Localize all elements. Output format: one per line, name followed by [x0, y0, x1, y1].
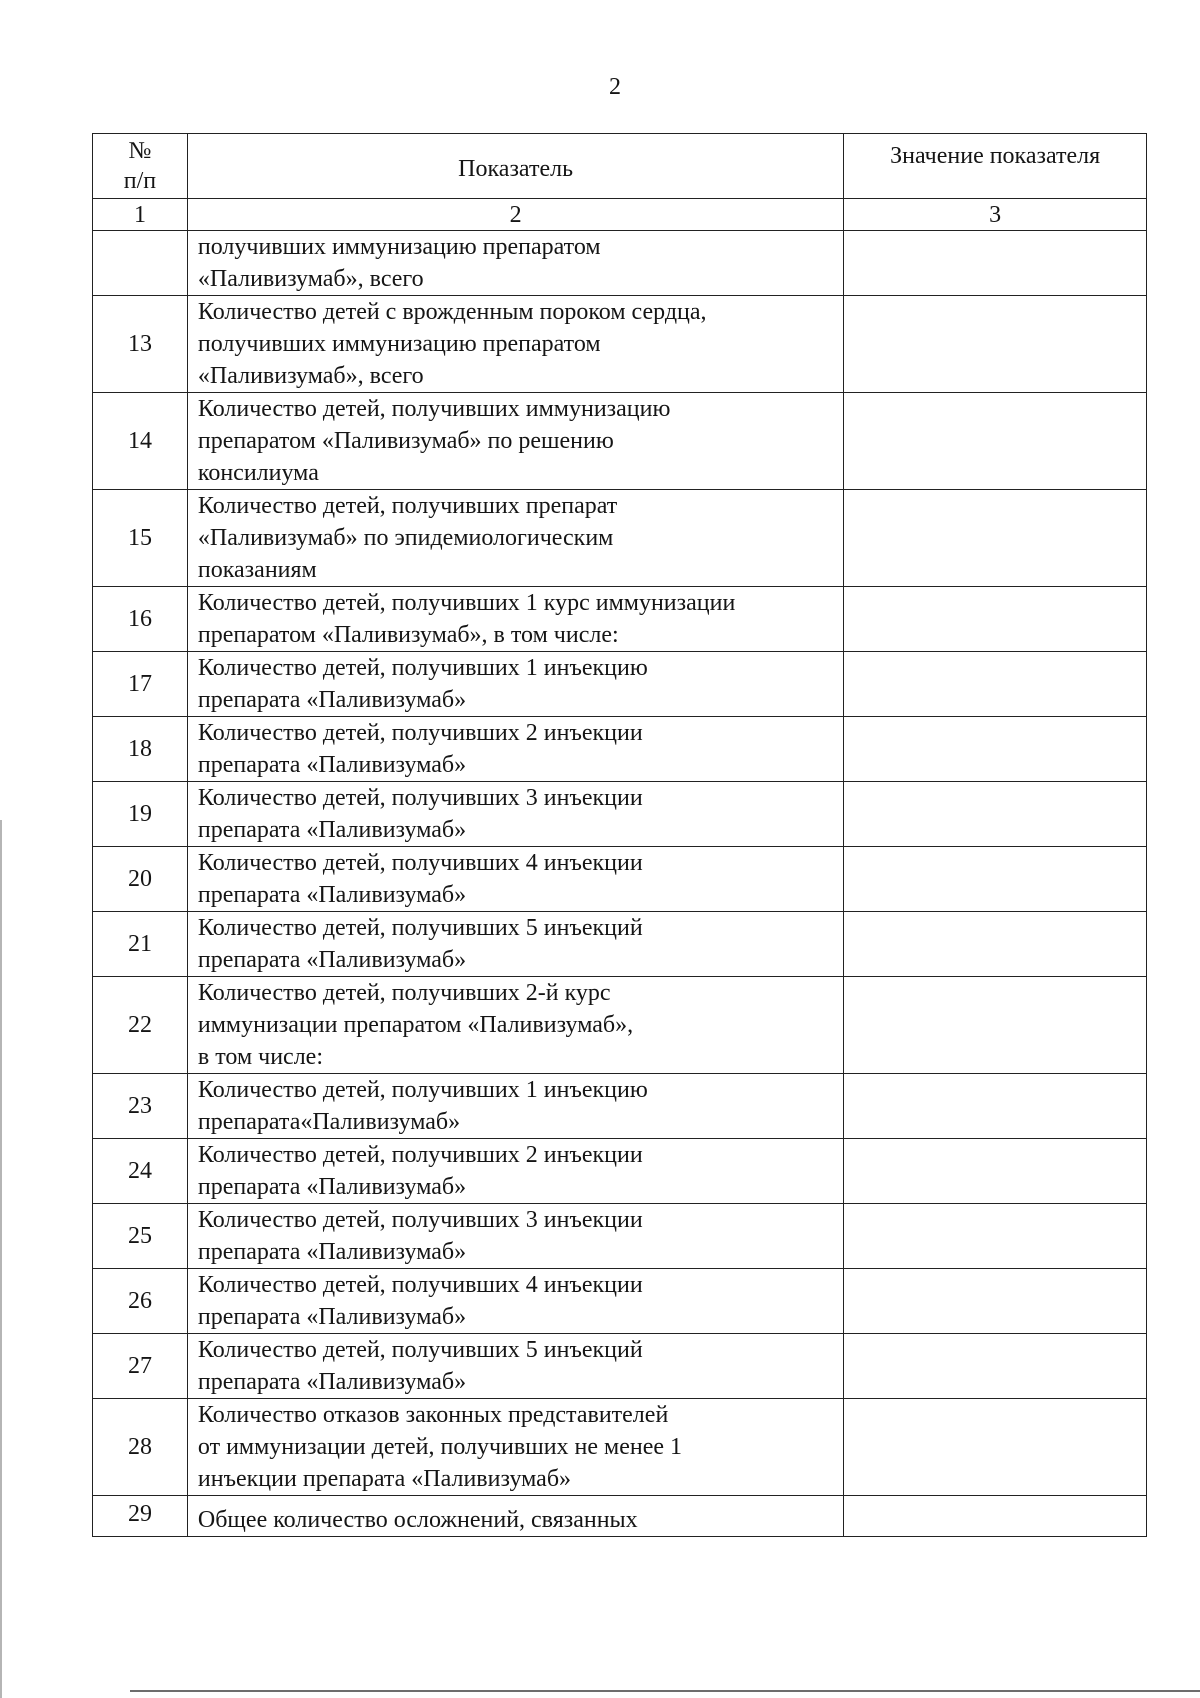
table-row	[93, 652, 1147, 717]
column-number-row	[93, 199, 1147, 231]
row-indicator: Количество детей, получивших 2 инъекции препарата «Паливизумаб»	[187, 717, 843, 782]
row-number: 13	[93, 296, 188, 393]
row-indicator: Количество детей, получивших 3 инъекции препарата «Паливизумаб»	[187, 782, 843, 847]
header-indicator: Показатель	[187, 134, 843, 199]
row-value	[844, 912, 1147, 977]
table-row	[93, 587, 1147, 652]
row-number: 15	[93, 490, 188, 587]
row-number: 26	[93, 1269, 188, 1334]
row-value	[844, 977, 1147, 1074]
row-indicator: Количество детей, получивших 1 курс иммунизации препаратом «Паливизумаб», в том числе:	[187, 587, 843, 652]
row-number: 22	[93, 977, 188, 1074]
row-value	[844, 587, 1147, 652]
column-number: 2	[187, 199, 843, 231]
row-indicator: Количество детей с врожденным пороком сердца, получивших иммунизацию препаратом «Паливизумаб», всего	[187, 296, 843, 393]
table-row	[93, 847, 1147, 912]
row-value	[844, 652, 1147, 717]
row-value	[844, 847, 1147, 912]
row-indicator: Количество детей, получивших 4 инъекции препарата «Паливизумаб»	[187, 847, 843, 912]
row-indicator: Количество детей, получивших 2-й курс иммунизации препаратом «Паливизумаб», в том числе:	[187, 977, 843, 1074]
row-value	[844, 296, 1147, 393]
row-number: 28	[93, 1399, 188, 1496]
row-indicator: Количество детей, получивших 1 инъекцию препарата «Паливизумаб»	[187, 652, 843, 717]
table-row	[93, 1074, 1147, 1139]
table-row	[93, 1496, 1147, 1537]
row-value	[844, 1269, 1147, 1334]
row-indicator: Количество детей, получивших 5 инъекций препарата «Паливизумаб»	[187, 912, 843, 977]
table-row	[93, 782, 1147, 847]
row-indicator: Количество детей, получивших 2 инъекции препарата «Паливизумаб»	[187, 1139, 843, 1204]
row-indicator: получивших иммунизацию препаратом «Паливизумаб», всего	[187, 231, 843, 296]
row-indicator: Количество детей, получивших 4 инъекции препарата «Паливизумаб»	[187, 1269, 843, 1334]
row-number: 19	[93, 782, 188, 847]
row-number: 29	[93, 1496, 188, 1537]
row-number	[93, 231, 188, 296]
row-number: 16	[93, 587, 188, 652]
table-row	[93, 717, 1147, 782]
table-row	[93, 912, 1147, 977]
row-value	[844, 1204, 1147, 1269]
row-number: 25	[93, 1204, 188, 1269]
row-value	[844, 231, 1147, 296]
header-number	[93, 134, 188, 199]
table-row	[93, 393, 1147, 490]
row-number: 17	[93, 652, 188, 717]
scan-left-edge	[0, 820, 2, 1698]
row-value	[844, 490, 1147, 587]
row-value	[844, 717, 1147, 782]
table-row	[93, 1334, 1147, 1399]
row-number: 18	[93, 717, 188, 782]
row-value	[844, 782, 1147, 847]
table-row	[93, 977, 1147, 1074]
table-row	[93, 490, 1147, 587]
scan-bottom-edge	[130, 1690, 1200, 1692]
table-row	[93, 1139, 1147, 1204]
row-indicator: Количество детей, получивших иммунизацию препаратом «Паливизумаб» по решению консилиума	[187, 393, 843, 490]
table-row	[93, 1204, 1147, 1269]
row-indicator: Количество детей, получивших 3 инъекции препарата «Паливизумаб»	[187, 1204, 843, 1269]
row-indicator: Количество детей, получивших 5 инъекций препарата «Паливизумаб»	[187, 1334, 843, 1399]
header-number-label: № п/п	[123, 138, 157, 194]
page-number: 2	[609, 74, 621, 100]
table-body	[93, 231, 1147, 1537]
table-row	[93, 1399, 1147, 1496]
table-header-row	[93, 134, 1147, 199]
column-number: 3	[844, 199, 1147, 231]
row-value	[844, 1074, 1147, 1139]
row-indicator: Количество детей, получивших 1 инъекцию препарата«Паливизумаб»	[187, 1074, 843, 1139]
table-row	[93, 1269, 1147, 1334]
row-number: 24	[93, 1139, 188, 1204]
table-row	[93, 231, 1147, 296]
row-indicator: Количество отказов законных представителей от иммунизации детей, получивших не менее 1 инъекции препарата «Паливизумаб»	[187, 1399, 843, 1496]
row-number: 14	[93, 393, 188, 490]
row-number: 20	[93, 847, 188, 912]
row-value	[844, 1334, 1147, 1399]
row-number: 27	[93, 1334, 188, 1399]
row-value	[844, 393, 1147, 490]
row-indicator: Общее количество осложнений, связанных	[187, 1496, 843, 1537]
row-value	[844, 1399, 1147, 1496]
table-row	[93, 296, 1147, 393]
indicator-table	[92, 133, 1147, 1537]
row-number: 21	[93, 912, 188, 977]
header-value: Значение показателя	[844, 134, 1147, 199]
row-indicator: Количество детей, получивших препарат «Паливизумаб» по эпидемиологическим показаниям	[187, 490, 843, 587]
row-number: 23	[93, 1074, 188, 1139]
row-value	[844, 1496, 1147, 1537]
row-value	[844, 1139, 1147, 1204]
column-number: 1	[93, 199, 188, 231]
